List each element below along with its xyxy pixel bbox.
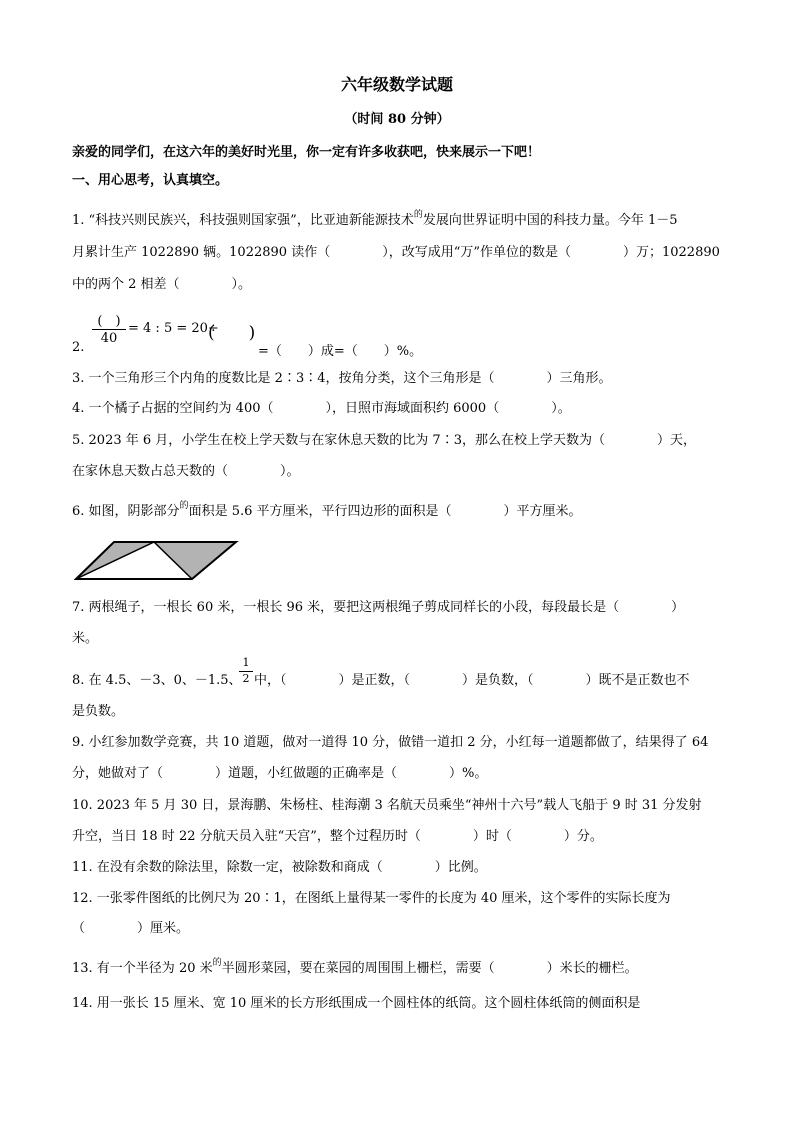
question-12-line-1: 12. 一张零件图纸的比例尺为 20∶1，在图纸上量得某一零件的长度为 40 厘米，这个零件的实际长度为 [72,891,671,906]
question-13 [72,958,638,978]
question-3: 3. 一个三角形三个内角的度数比是 2∶3∶4，按角分类，这个三角形是（ ）三角形。 [72,371,612,386]
question-1-line-2: 月累计生产 1022890 辆。1022890 读作（ ），改写成用“万”作单位的数是（ ）万；1022890 [72,245,720,260]
question-8-line-2: 是负数。 [72,704,125,719]
q2-rest-text: =（ ）成=（ ）%。 [258,344,423,359]
q1-superscript: 的 [413,210,423,220]
q13-text-b: 半圆形菜园，要在菜园的周围围上栅栏，需要（ ）米长的栅栏。 [221,961,638,976]
question-5-line-2: 在家休息天数占总天数的（ ）。 [72,464,300,479]
page-subtitle: （时间 80 分钟） [344,112,450,127]
q2-fraction-bar [92,329,126,330]
question-2-number: 2. [72,340,85,355]
q1-text-b: 发展向世界证明中国的科技力量。今年 1－5 [422,213,678,228]
question-5-line-1: 5. 2023 年 6 月，小学生在校上学天数与在家休息天数的比为 7∶3，那么在校上学天数为（ ）天， [72,433,696,448]
parallelogram-figure [72,538,242,584]
question-10-line-1: 10. 2023 年 5 月 30 日，景海鹏、朱杨柱、桂海潮 3 名航天员乘坐“神州十六号”载人飞船于 9 时 31 分发射 [72,798,702,813]
q1-text-a: 1. “科技兴则民族兴，科技强则国家强”，比亚迪新能源技术 [72,213,414,228]
section-heading: 一、用心思考，认真填空。 [72,173,229,188]
question-7-line-1: 7. 两根绳子，一根长 60 米，一根长 96 米，要把这两根绳子剪成同样长的小段，每段最长是（ ） [72,600,685,615]
q8-fraction-numerator: 1 [242,656,250,669]
q2-blank-paren: ( ) [208,323,256,343]
question-12-line-2: （ ）厘米。 [72,921,190,936]
question-4: 4. 一个橘子占据的空间约为 400（ ），日照市海域面积约 6000（ ）。 [72,401,571,416]
page-title: 六年级数学试题 [340,75,453,94]
question-8-text-a: 8. 在 4.5、－3、0、－1.5、 [72,673,242,688]
question-11: 11. 在没有余数的除法里，除数一定，被除数和商成（ ）比例。 [72,860,487,875]
q2-ratio-text: = 4 : 5 = 20÷ [128,321,219,336]
intro-text: 亲爱的同学们，在这六年的美好时光里，你一定有许多收获吧，快来展示一下吧！ [72,145,541,160]
q6-superscript: 的 [179,501,189,511]
question-1-line-3: 中的两个 2 相差（ ）。 [72,277,252,292]
question-14: 14. 用一张长 15 厘米、宽 10 厘米的长方形纸围成一个圆柱体的纸筒。这个圆柱体纸筒的侧面积是 [72,996,641,1011]
q2-fraction-numerator: ( ) [97,314,121,329]
question-8-text-b: 中，（ ）是正数，（ ）是负数，（ ）既不是正数也不 [254,673,690,688]
q13-superscript: 的 [212,958,222,968]
q6-text-b: 面积是 5.6 平方厘米，平行四边形的面积是（ ）平方厘米。 [188,504,582,519]
question-1-line-1 [72,210,678,230]
q6-text-a: 6. 如图，阴影部分 [72,504,180,519]
q13-text-a: 13. 有一个半径为 20 米 [72,961,213,976]
question-9-line-1: 9. 小红参加数学竞赛，共 10 道题，做对一道得 10 分，做错一道扣 2 分，小红每一道题都做了，结果得了 64 [72,735,709,750]
q8-fraction-denominator: 2 [242,672,250,685]
question-6 [72,501,582,521]
question-7-line-2: 米。 [72,631,99,646]
question-10-line-2: 升空，当日 18 时 22 分航天员入驻“天宫”，整个过程历时（ ）时（ ）分。 [72,829,603,844]
shaded-right-triangle [154,542,236,579]
q2-fraction-denominator: 40 [100,331,118,346]
question-9-line-2: 分，她做对了（ ）道题，小红做题的正确率是（ ）%。 [72,766,488,781]
